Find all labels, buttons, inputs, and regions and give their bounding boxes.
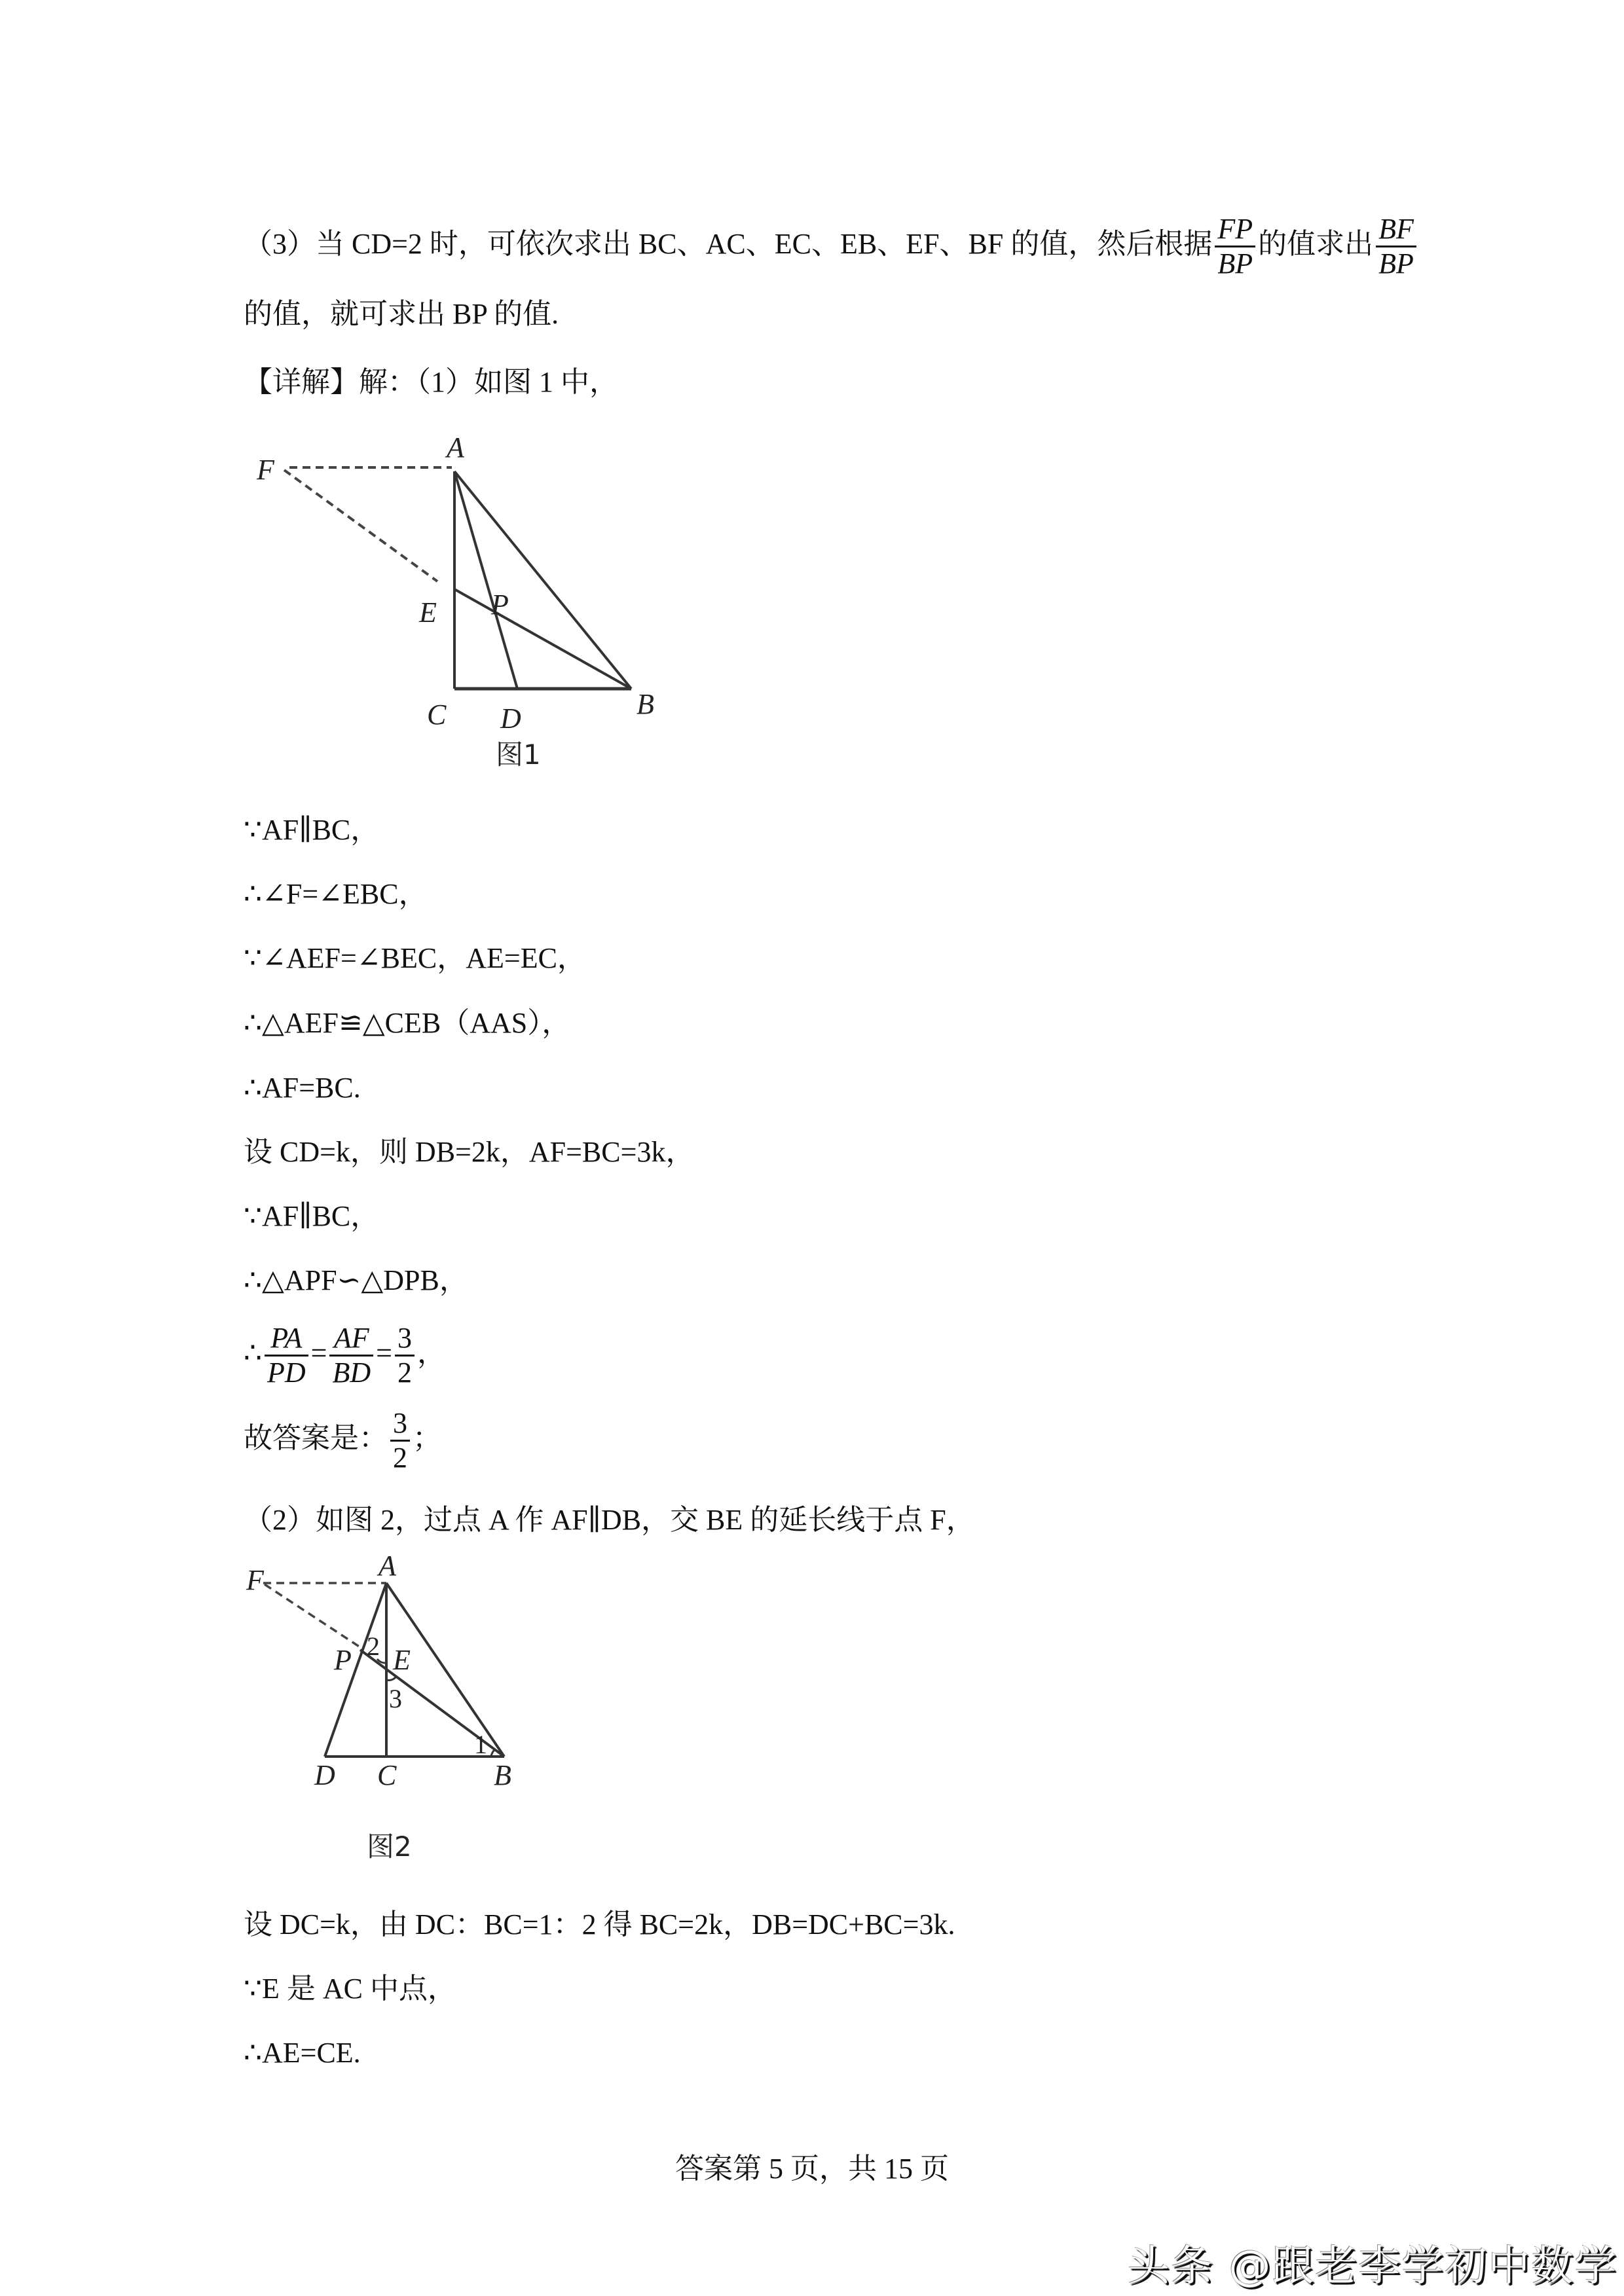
fraction-bf-bp: $\frac{BF}{BP}$: [1376, 213, 1416, 280]
fig2-label-p: P: [334, 1644, 352, 1676]
fraction-3-2: $\frac{3}{2}$: [395, 1322, 415, 1389]
proof1-line: ∴AF=BC.: [244, 1072, 361, 1104]
answer-fraction: $\frac{3}{2}$: [390, 1407, 410, 1474]
proof1-line: ∴△APF∽△DPB，: [244, 1264, 468, 1296]
fig1-label-p: P: [491, 589, 509, 621]
detail-heading: 【详解】解：（1）如图 1 中，: [244, 366, 618, 398]
fig1-label-c: C: [427, 699, 447, 731]
figure-1-caption: 图1: [496, 738, 541, 771]
ratio-line: ∴ $\frac{PA}{PD}$ = $\frac{AF}{BD}$ = $\frac{3}{2}$ ，: [244, 1322, 446, 1389]
proof2-line: ∵E 是 AC 中点，: [244, 1973, 456, 2005]
proof2-line: 设 DC=k，由 DC：BC=1：2 得 BC=2k，DB=DC+BC=3k.: [244, 1908, 955, 1941]
section3-line2: 的值，就可求出 BP 的值.: [244, 298, 559, 330]
proof1-line: ∵∠AEF=∠BEC，AE=EC，: [244, 942, 586, 974]
section2-heading: （2）如图 2，过点 A 作 AF∥DB，交 BE 的延长线于点 F，: [244, 1504, 975, 1536]
fraction-pa-pd: $\frac{PA}{PD}$: [265, 1322, 308, 1389]
fig1-label-d: D: [500, 702, 521, 735]
proof1-line: 设 CD=k，则 DB=2k，AF=BC=3k，: [244, 1136, 695, 1168]
fraction-fp-bp: $\frac{FP}{BP}$: [1215, 213, 1255, 280]
fig1-label-b: B: [637, 688, 654, 720]
fig2-label-b: B: [494, 1759, 511, 1791]
figure-2: [244, 1552, 545, 1863]
figure-2-diagram: [244, 1552, 545, 1813]
fig2-label-e: E: [393, 1644, 411, 1676]
section3-middle: 的值求出: [1258, 228, 1374, 260]
section3-line1: [244, 208, 1419, 280]
proof1-line: ∵AF∥BC，: [244, 814, 380, 846]
fraction-af-bd: $\frac{AF}{BD}$: [329, 1322, 373, 1389]
fig2-angle-2: 2: [367, 1631, 380, 1661]
proof1-line: ∴△AEF≌△CEB（AAS），: [244, 1007, 571, 1039]
fig2-angle-3: 3: [389, 1684, 402, 1713]
answer-line: 故答案是： $\frac{3}{2}$ ；: [244, 1407, 441, 1474]
fig2-label-d: D: [314, 1759, 335, 1791]
section3-prefix: （3）当 CD=2 时，可依次求出 BC、AC、EC、EB、EF、BF 的值，然后根据: [244, 228, 1213, 260]
proof2-line: ∴AE=CE.: [244, 2037, 361, 2069]
proof1-line: ∵AF∥BC，: [244, 1200, 380, 1232]
figure-1-diagram: [244, 426, 702, 779]
watermark: 头条 @跟老李学初中数学: [1128, 2242, 1618, 2291]
fig2-label-c: C: [377, 1759, 397, 1791]
fig1-label-e: E: [419, 596, 437, 629]
proof1-line: ∴∠F=∠EBC，: [244, 878, 428, 910]
fig2-label-a: A: [378, 1552, 396, 1582]
fig2-angle-1: 1: [474, 1730, 487, 1759]
page-footer: 答案第 5 页，共 15 页: [675, 2153, 949, 2185]
figure-1: [244, 426, 702, 779]
fig1-label-a: A: [447, 431, 464, 464]
fig1-label-f: F: [257, 454, 274, 486]
figure-2-caption: 图2: [367, 1831, 412, 1863]
fig2-label-f: F: [246, 1564, 264, 1596]
